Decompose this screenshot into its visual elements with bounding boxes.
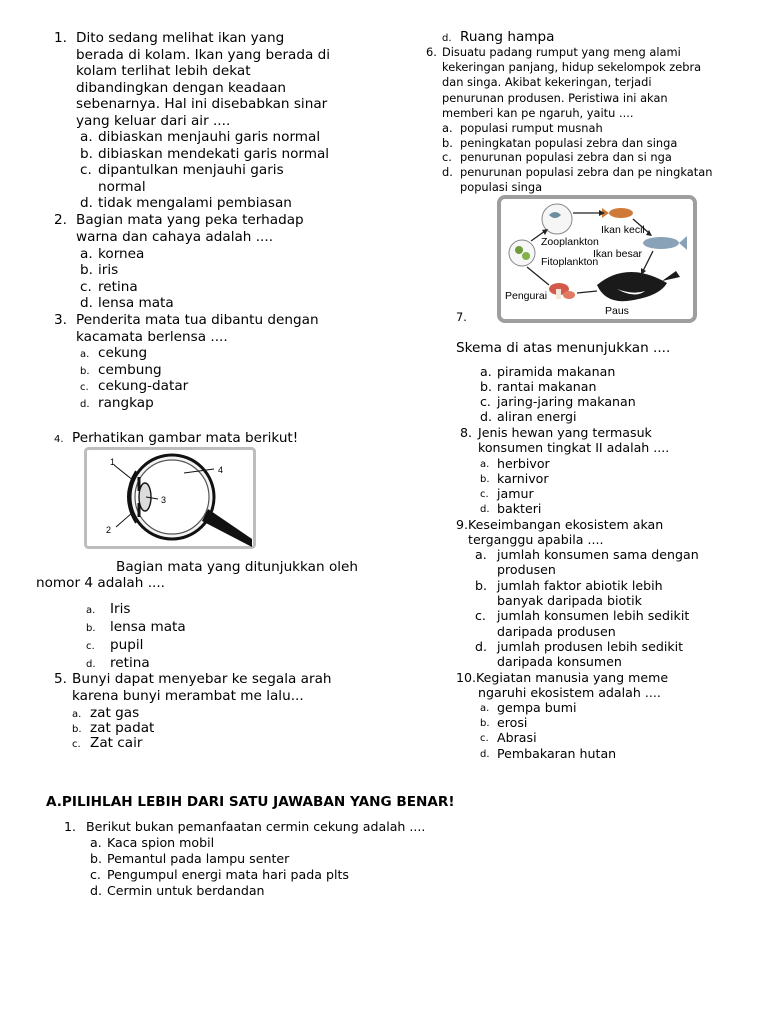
option-text[interactable]: penurunan populasi zebra dan si nga [460,150,672,164]
option-letter: a. [80,349,90,360]
option-text[interactable]: peningkatan populasi zebra dan singa [460,136,678,150]
option-letter: d. [86,659,96,670]
option-letter: c. [475,608,486,623]
question-text-line: penurunan produsen. Peristiwa ini akan [442,91,668,105]
option-letter: b. [90,851,102,866]
option-letter: a. [80,129,93,145]
option-text[interactable]: erosi [497,715,528,730]
mushroom-cap [563,291,575,299]
option-text[interactable]: zat padat [90,720,155,736]
small-fish-image [609,208,633,218]
question-text-line: karena bunyi merambat me lalu... [72,688,304,704]
question-text-line: Jenis hewan yang termasuk [478,425,652,440]
option-letter: b. [442,136,453,150]
option-letter: c. [72,739,81,750]
option-text[interactable]: jumlah konsumen lebih sedikit [497,608,690,623]
option-text[interactable]: jumlah faktor abiotik lebih [497,578,663,593]
question-number: 10. [456,670,477,685]
option-letter: d. [480,504,490,515]
question-number: 3. [54,312,67,328]
option-letter: c. [80,162,92,178]
option-text[interactable]: lensa mata [110,619,186,635]
label-3: 3 [161,495,167,505]
option-letter: c. [480,394,491,409]
option-letter: a. [480,459,490,470]
option-text[interactable]: Iris [110,601,131,617]
option-text-continued: banyak daripada biotik [497,593,642,608]
food-web-diagram [497,195,697,323]
eye-diagram [84,447,256,549]
option-text[interactable]: zat gas [90,705,140,721]
question-number: 6. [426,45,437,59]
option-letter: a. [480,703,490,714]
question-text-line: berada di kolam. Ikan yang berada di [76,47,331,63]
option-letter: a. [80,246,93,262]
fitoplankton-cell [522,252,530,260]
option-text-continued: populasi singa [460,180,543,194]
label-pengurai: Pengurai [505,290,548,302]
question-text-line: Skema di atas menunjukkan .... [456,340,671,356]
option-letter: d. [80,399,90,410]
question-text-line: Perhatikan gambar mata berikut! [72,430,299,446]
question-number: 1. [64,819,77,834]
label-ikan-kecil: Ikan kecil [601,224,645,236]
option-text[interactable]: Pengumpul energi mata hari pada plts [107,867,349,882]
label-ikan-besar: Ikan besar [593,248,643,260]
question-text-line: Keseimbangan ekosistem akan [468,517,664,532]
question-number: 5. [54,671,67,687]
option-text[interactable]: Pembakaran hutan [497,746,617,761]
option-letter: d. [442,165,453,179]
option-text[interactable]: gempa bumi [497,700,577,715]
option-letter: b. [72,724,82,735]
option-letter: b. [80,262,93,278]
option-text[interactable]: Pemantul pada lampu senter [107,851,290,866]
option-letter: b. [480,718,490,729]
option-letter: a. [442,121,453,135]
question-text-line: Dito sedang melihat ikan yang [76,30,285,46]
option-text[interactable]: aliran energi [497,409,577,424]
option-letter: b. [80,146,93,162]
option-text[interactable]: Ruang hampa [460,29,555,45]
option-text[interactable]: penurunan populasi zebra dan pe ningkatan [460,165,713,179]
option-text[interactable]: lensa mata [98,295,174,311]
fitoplankton-cell [515,246,523,254]
option-letter: c. [480,489,489,500]
option-text-continued: daripada konsumen [497,654,622,669]
option-letter: a. [90,835,102,850]
option-letter: a. [72,709,82,720]
option-letter: a. [475,547,487,562]
question-number: 9. [456,517,469,532]
option-text[interactable]: karnivor [497,471,549,486]
label-zooplankton: Zooplankton [541,236,599,248]
option-letter: d. [80,295,93,311]
question-text-line: konsumen tingkat II adalah .... [478,440,670,455]
question-text-line: dan singa. Akibat kekeringan, terjadi [442,75,652,89]
question-text-line: kacamata berlensa .... [76,329,228,345]
option-text[interactable]: retina [110,655,150,671]
option-letter: b. [480,474,490,485]
option-text[interactable]: rantai makanan [497,379,597,394]
question-number: 4. [54,434,64,445]
question-text-line: warna dan cahaya adalah .... [76,229,274,245]
option-text[interactable]: rangkap [98,395,154,411]
question-text-line: Kegiatan manusia yang meme [476,670,669,685]
option-letter: c. [80,382,89,393]
option-text[interactable]: retina [98,279,138,295]
option-text[interactable]: Kaca spion mobil [107,835,215,850]
option-text[interactable]: kornea [98,246,145,262]
option-text[interactable]: herbivor [497,456,550,471]
option-letter: b. [475,578,487,593]
question-text-line: yang keluar dari air .... [76,113,231,129]
option-text[interactable]: dipantulkan menjauhi garis [98,162,284,178]
question-text-line: kekeringan panjang, hidup sekelompok zebra [442,60,702,74]
option-letter: d. [442,33,452,44]
eye-diagram-svg [84,447,256,549]
option-text[interactable]: jaring-jaring makanan [497,394,636,409]
question-number: 1. [54,30,67,46]
question-text-line: Berikut bukan pemanfaatan cermin cekung adalah .... [86,819,426,834]
question-text-line: Penderita mata tua dibantu dengan [76,312,319,328]
option-letter: d. [475,639,487,654]
section-heading: A.PILIHLAH LEBIH DARI SATU JAWABAN YANG BENAR! [46,794,455,810]
option-letter: c. [90,867,101,882]
lens [139,483,151,511]
food-web-svg [497,195,697,323]
question-text-line: Bagian mata yang peka terhadap [76,212,304,228]
question-text-line: terganggu apabila .... [468,532,604,547]
option-text[interactable]: Zat cair [90,735,143,751]
option-text[interactable]: bakteri [497,501,542,516]
option-text-continued: produsen [497,562,556,577]
option-letter: a. [480,364,492,379]
option-text[interactable]: cekung [98,345,148,361]
big-fish-image [643,237,679,249]
option-text[interactable]: cekung-datar [98,378,189,394]
option-text[interactable]: pupil [110,637,144,653]
label-1: 1 [110,457,116,467]
option-text[interactable]: populasi rumput musnah [460,121,603,135]
option-text[interactable]: iris [98,262,119,278]
question-text-line: Bunyi dapat menyebar ke segala arah [72,671,332,687]
option-text[interactable]: jumlah produsen lebih sedikit [497,639,684,654]
question-number: 7. [456,310,467,324]
option-letter: a. [86,605,96,616]
option-text-continued: normal [98,179,146,195]
option-text[interactable]: tidak mengalami pembiasan [98,195,292,211]
option-text[interactable]: Abrasi [497,730,537,745]
option-letter: d. [80,195,93,211]
option-letter: b. [86,623,96,634]
option-letter: d. [480,749,490,760]
question-number: 8. [460,425,473,440]
option-letter: c. [80,279,92,295]
option-letter: b. [80,366,90,377]
question-text-line: dibandingkan dengan keadaan [76,80,287,96]
question-text-line: Disuatu padang rumput yang meng alami [442,45,681,59]
question-text-line: Bagian mata yang ditunjukkan oleh [116,559,359,575]
fitoplankton-image [509,240,535,266]
question-text-line: sebenarnya. Hal ini disebabkan sinar [76,96,328,112]
option-text-continued: daripada produsen [497,624,616,639]
option-text[interactable]: dibiaskan mendekati garis normal [98,146,330,162]
mushroom-stem [556,289,561,299]
option-text[interactable]: dibiaskan menjauhi garis normal [98,129,321,145]
question-text-line: kolam terlihat lebih dekat [76,63,251,79]
question-text-line: ngaruhi ekosistem adalah .... [478,685,661,700]
label-2: 2 [106,525,112,535]
option-letter: d. [90,883,102,898]
option-text[interactable]: Cermin untuk berdandan [107,883,265,898]
option-letter: c. [480,733,489,744]
question-number: 2. [54,212,67,228]
option-letter: c. [86,641,95,652]
option-letter: b. [480,379,492,394]
option-text[interactable]: jumlah konsumen sama dengan [497,547,699,562]
question-text-line: memberi kan pe ngaruh, yaitu .... [442,106,634,120]
option-letter: c. [442,150,452,164]
option-letter: d. [480,409,492,424]
label-fitoplankton: Fitoplankton [541,256,599,268]
option-text[interactable]: jamur [497,486,534,501]
option-text[interactable]: piramida makanan [497,364,616,379]
label-4: 4 [218,465,224,475]
question-text-line: nomor 4 adalah .... [36,575,165,591]
label-paus: Paus [605,305,629,317]
option-text[interactable]: cembung [98,362,162,378]
